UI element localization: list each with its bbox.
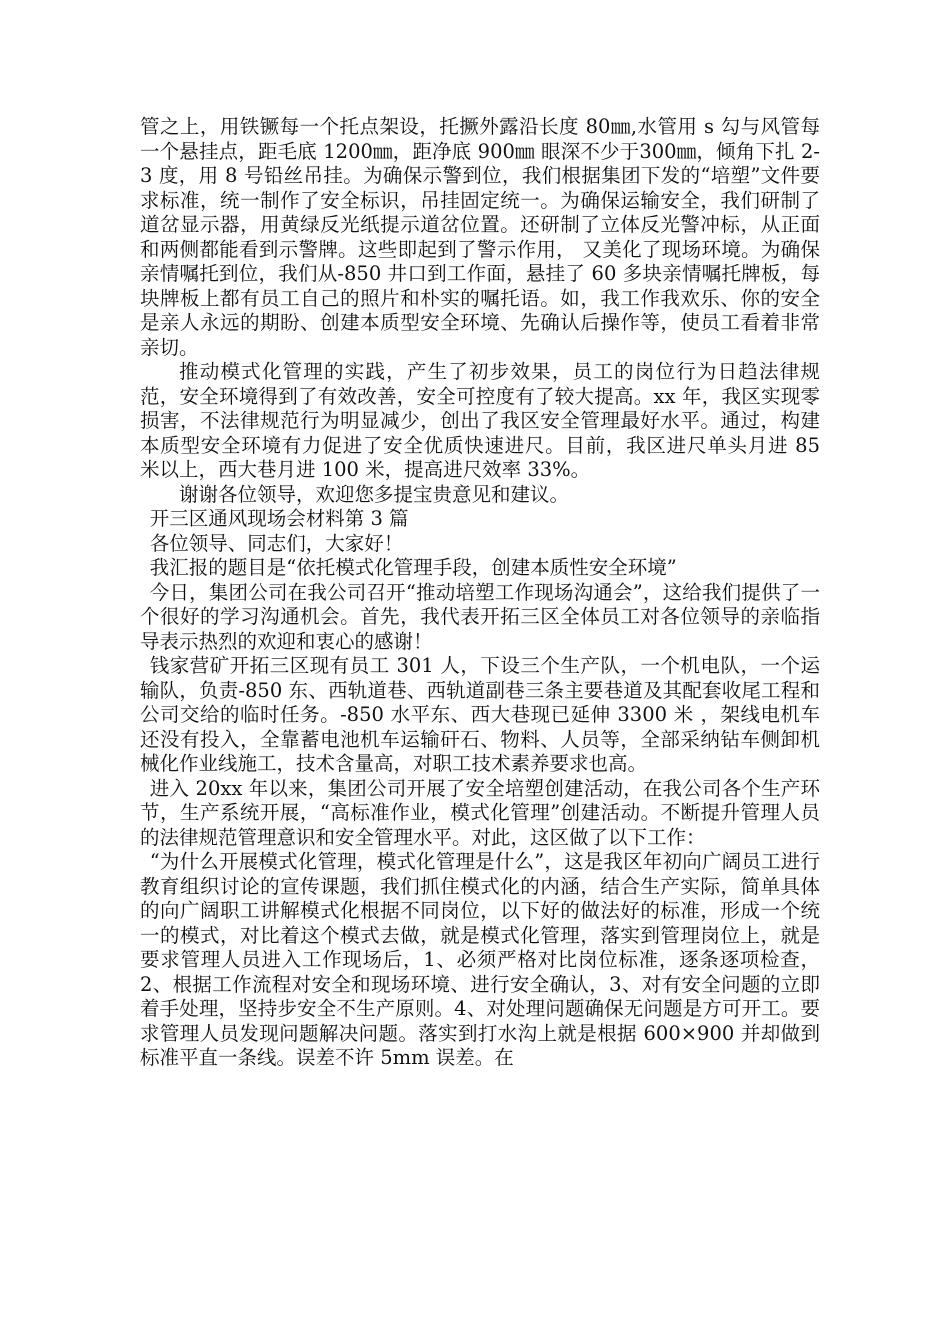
paragraph-2: 推动模式化管理的实践，产生了初步效果，员工的岗位行为日趋法律规范，安全环境得到了有效改善，安全可控度有了较大提高。xx 年，我区实现零损害，不法律规范行为明显减少，创出了我区安全管理最好水平。通过，构建本质型安全环境有力促进了安全优质快速进尺。目前，我区进尺单头月进 85 米以上，西大巷月进 100 米，提高进尺效率 33%。 (140, 360, 820, 481)
paragraph-7: 今日，集团公司在我公司召开“推动培塑工作现场沟通会”，这给我们提供了一个很好的学习沟通机会。首先，我代表开拓三区全体员工对各位领导的亲临指导表示热烈的欢迎和衷心的感谢！ (140, 580, 820, 653)
paragraph-1: 管之上，用铁镢每一个托点架设，托撅外露沿长度 80㎜,水管用 s 勾与风管每一个悬挂点，距毛底 1200㎜，距净底 900㎜ 眼深不少于300㎜，倾角下扎 2-3 度，用 8 号铅丝吊挂。为确保示警到位，我们根据集团下发的“培塑”文件要求标准，统一制作了安全标识，吊挂固定统一。为确保运输安全，我们研制了道岔显示器，用黄绿反光纸提示道岔位置。还研制了立体反光警冲标，从正面和两侧都能看到示警牌。这些即起到了警示作用， 又美化了现场环境。为确保亲情嘱托到位，我们从-850 井口到工作面，悬挂了 60 多块亲情嘱托牌板，每块牌板上都有员工自己的照片和朴实的嘱托语。如，我工作我欢乐、你的安全是亲人永远的期盼、创建本质型安全环境、先确认后操作等，使员工看着非常亲切。 (140, 115, 820, 359)
report-title: 我汇报的题目是“依托模式化管理手段，创建本质性安全环境” (149, 556, 677, 579)
paragraph-8: 钱家营矿开拓三区现有员工 301 人，下设三个生产队，一个机电队，一个运输队，负责-850 东、西轨道巷、西轨道副巷三条主要巷道及其配套收尾工程和公司交给的临时任务。-850 水平东、西大巷现已延伸 3300 米 ，架线电机车还没有投入，全靠蓄电池机车运输矸石、物料、人员等，全部采纳钻车侧卸机械化作业线施工，技术含量高，对职工技术素养要求也高。 (140, 654, 820, 775)
greeting: 各位领导、同志们，大家好！ (149, 531, 404, 555)
document-body (140, 115, 820, 1071)
paragraph-9: 进入 20xx 年以来，集团公司开展了安全培塑创建活动，在我公司各个生产环节，生产系统开展，“高标准作业，模式化管理”创建活动。不断提升管理人员的法律规范管理意识和安全管理水平。对此，这区做了以下工作： (140, 776, 820, 849)
paragraph-3: 谢谢各位领导，欢迎您多提宝贵意见和建议。 (179, 482, 570, 506)
section-heading: 开三区通风现场会材料第 3 篇 (149, 507, 409, 530)
paragraph-10: “为什么开展模式化管理，模式化管理是什么”，这是我区年初向广阔员工进行教育组织讨论的宣传课题，我们抓住模式化的内涵，结合生产实际，简单具体的向广阔职工讲解模式化根据不同岗位，以下好的做法好的标准，形成一个统一的模式，对比着这个模式去做，就是模式化管理，落实到管理岗位上，就是要求管理人员进入工作现场后，1、必须严格对比岗位标准，逐条逐项检查，2、根据工作流程对安全和现场环境、进行安全确认，3、对有安全问题的立即着手处理，坚持步安全不生产原则。4、对处理问题确保无问题是方可开工。要求管理人员发现问题解决问题。落实到打水沟上就是根据 600×900 并却做到标准平直一条线。误差不许 5mm 误差。在 (140, 850, 820, 1069)
